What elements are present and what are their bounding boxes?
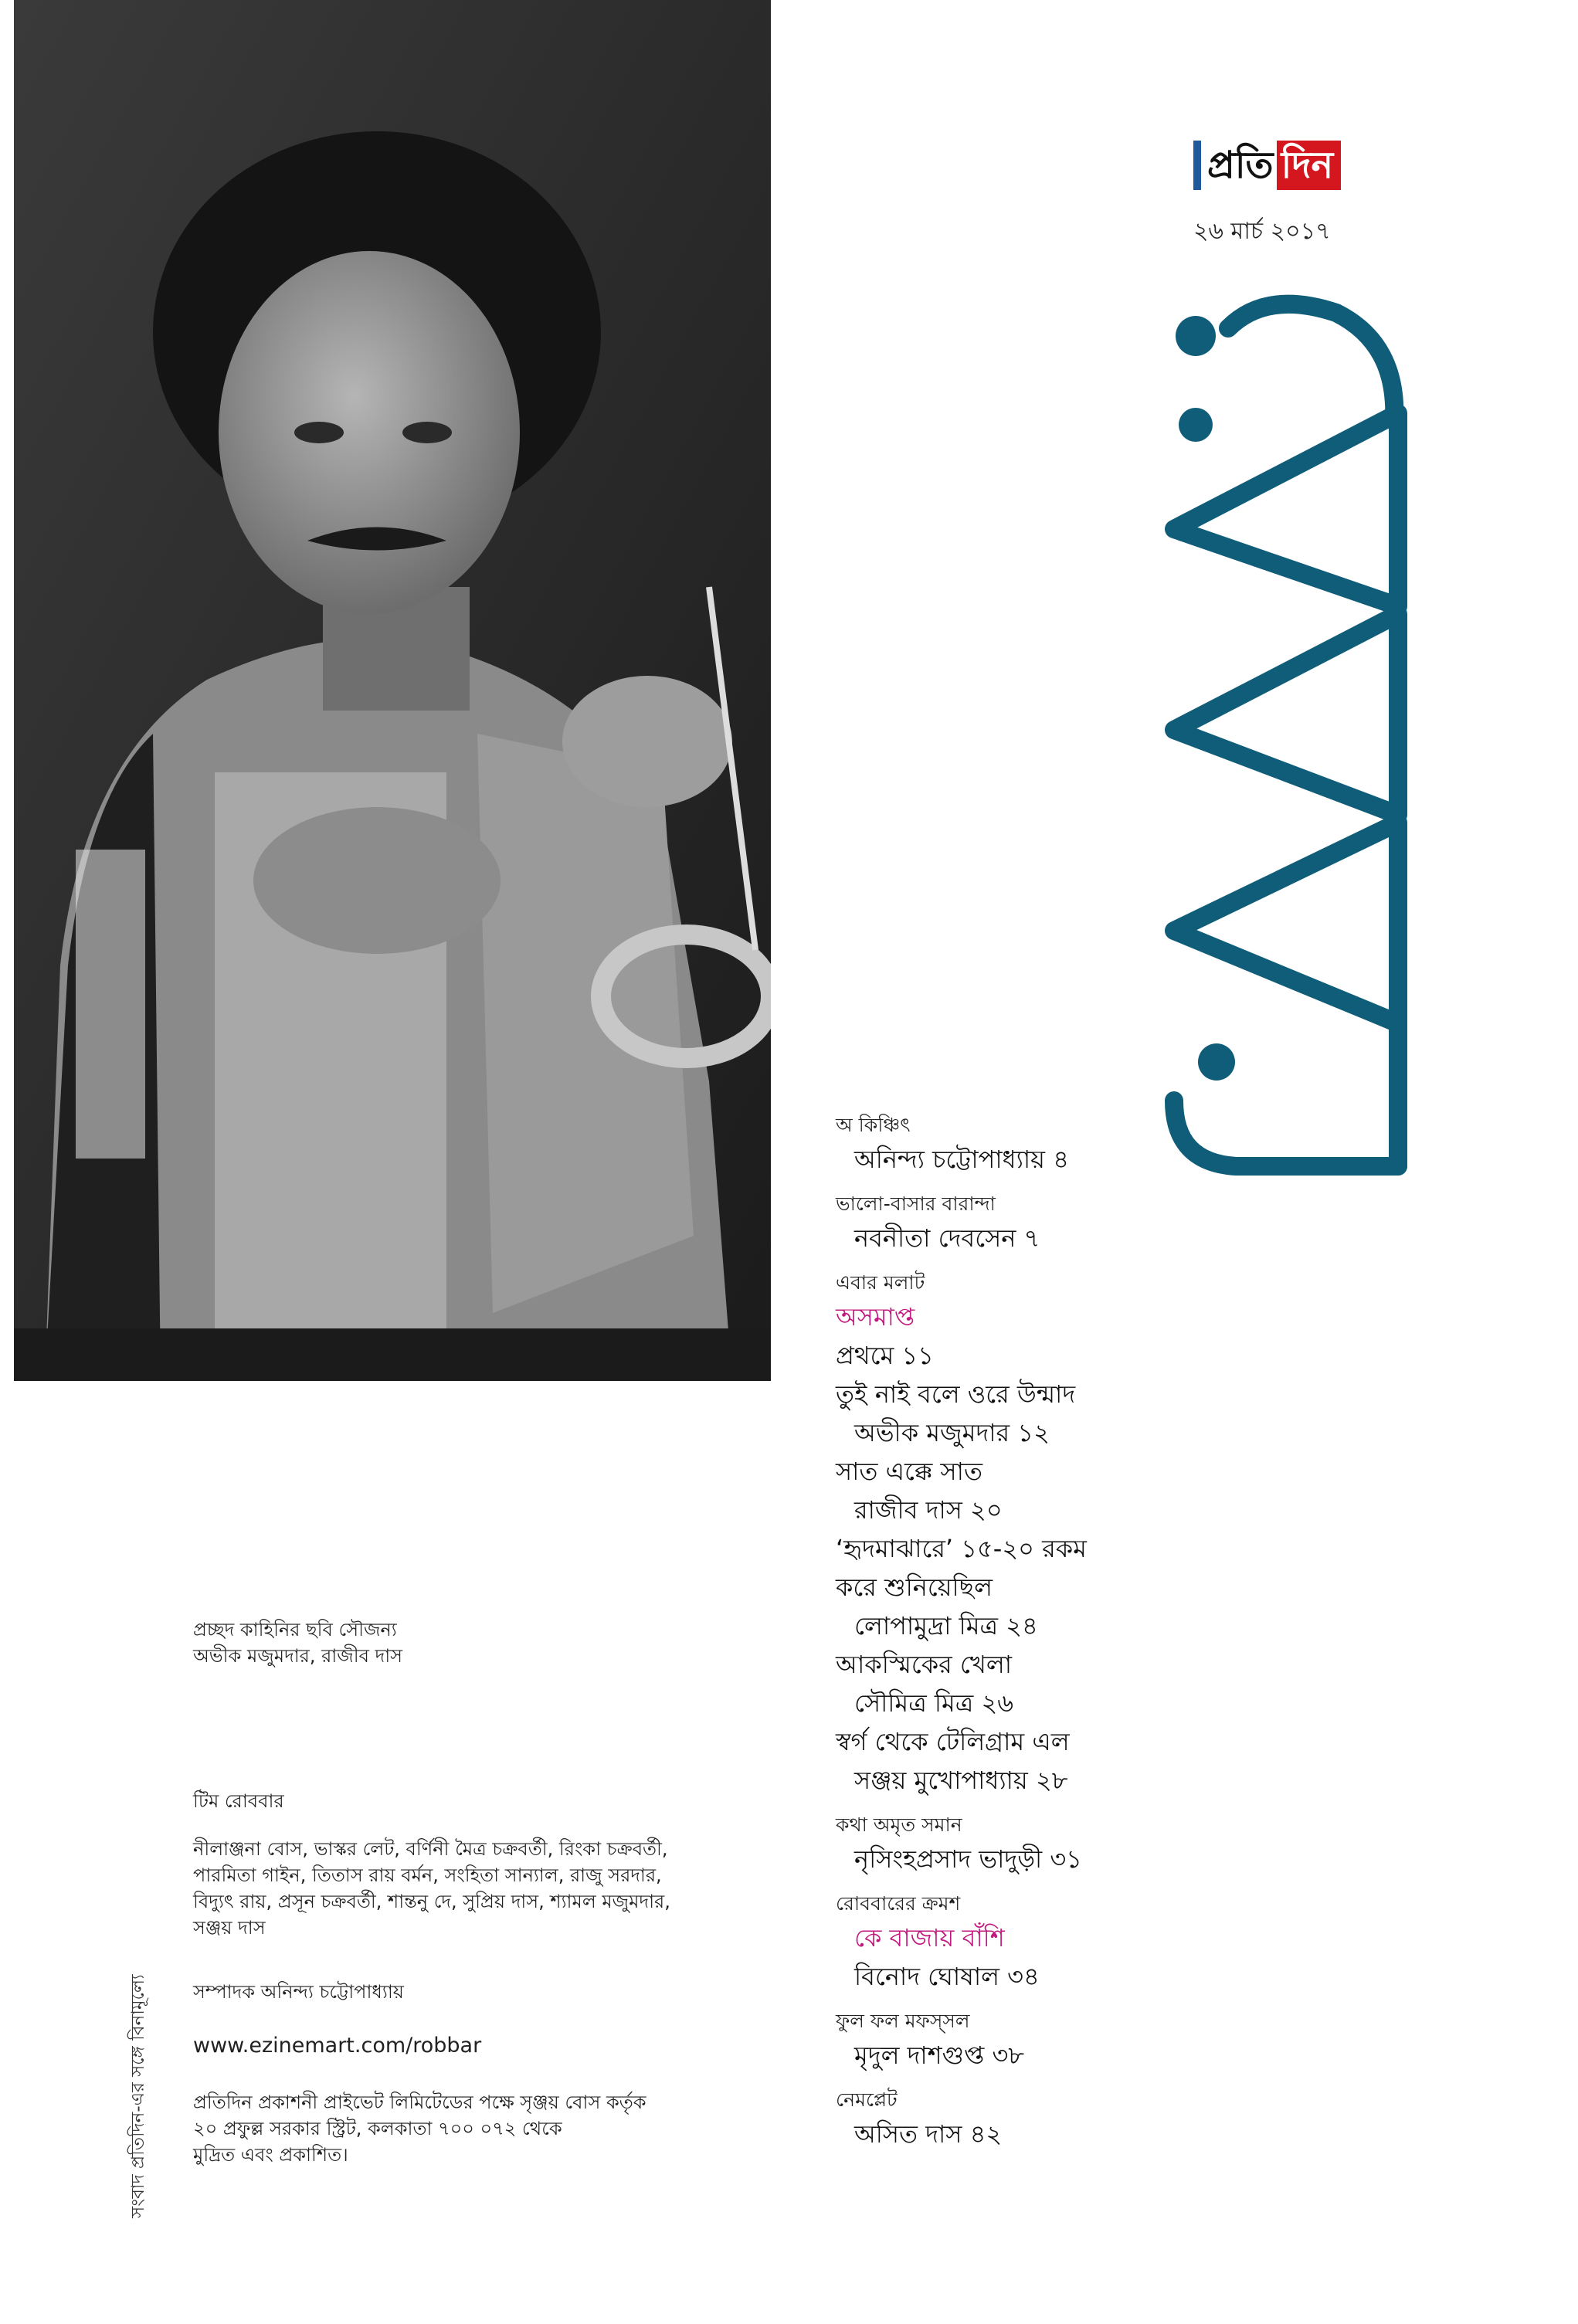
toc-section-label: কথা অমৃত সমান [836,1813,962,1836]
toc-entry[interactable]: অভীক মজুমদার ১২ [854,1418,1050,1447]
toc-section-label: অ কিঞ্চিৎ [836,1114,911,1136]
team-line: সঞ্জয় দাস [193,1917,266,1939]
toc-entry[interactable]: মৃদুল দাশগুপ্ত ৩৮ [854,2041,1025,2070]
team-line: পারমিতা গাইন, তিতাস রায় বর্মন, সংহিতা সান্যাল, রাজু সরদার, [193,1864,662,1886]
toc-entry[interactable]: আকস্মিকের খেলা [836,1650,1013,1679]
toc-entry[interactable]: নৃসিংহপ্রসাদ ভাদুড়ী ৩১ [854,1844,1082,1874]
publisher-line: মুদ্রিত এবং প্রকাশিত। [193,2144,348,2166]
toc-entry[interactable]: সাত এক্কে সাত [836,1457,982,1486]
toc-highlight-title[interactable]: কে বাজায় বাঁশি [854,1923,1005,1952]
toc-highlight-title[interactable]: অসমাপ্ত [836,1302,915,1332]
toc-entry[interactable]: রাজীব দাস ২০ [854,1495,1003,1525]
toc-entry[interactable]: অসিত দাস ৪২ [854,2119,1003,2149]
toc-entry[interactable]: করে শুনিয়েছিল [836,1573,993,1602]
toc-entry[interactable]: ‘হৃদমাঝারে’ ১৫-২০ রকম [836,1534,1087,1563]
toc-section-label: এবার মলাট [836,1271,925,1294]
toc-entry[interactable]: নবনীতা দেবসেন ৭ [854,1223,1040,1253]
brand-logo [1193,141,1341,190]
masthead-logo [1143,282,1421,1186]
toc-entry[interactable]: প্রথমে ১১ [836,1341,934,1370]
cover-photo [14,0,771,1381]
cover-credit-line: প্রচ্ছদ কাহিনির ছবি সৌজন্য [193,1619,397,1640]
publisher-block [193,2089,765,2168]
brand-word-1: প্রতি [1201,141,1277,190]
editor-line: সম্পাদক অনিন্দ্য চট্টোপাধ্যায় [193,1981,404,2003]
brand-strip [1193,141,1201,190]
issue-date: ২৬ মার্চ ২০১৭ [1193,218,1331,245]
free-supplement-note: সংবাদ প্রতিদিন-এর সঙ্গে বিনামূল্যে [128,1974,148,2218]
cover-credit-line: অভীক মজুমদার, রাজীব দাস [193,1645,403,1667]
toc-entry[interactable]: স্বর্গ থেকে টেলিগ্রাম এল [836,1727,1070,1756]
team-block [193,1788,765,1941]
toc-section-label: রোববারের ক্রমশ [836,1892,961,1915]
toc-section-label: ভালো-বাসার বারান্দা [836,1193,996,1215]
toc-entry[interactable]: সঞ্জয় মুখোপাধ্যায় ২৮ [854,1766,1068,1795]
publisher-line: ২০ প্রফুল্ল সরকার স্ট্রিট, কলকাতা ৭০০ ০৭২ থেকে [193,2118,562,2139]
brand-word-2: দিন [1277,141,1342,190]
toc-entry[interactable]: সৌমিত্র মিত্র ২৬ [854,1688,1014,1718]
cover-photo-art [14,0,771,1381]
team-title: টিম রোববার [193,1790,284,1812]
table-of-contents [836,1111,1268,2153]
toc-entry[interactable]: লোপামুদ্রা মিত্র ২৪ [854,1611,1038,1640]
toc-section-label: নেমপ্লেট [836,2088,898,2111]
team-line: বিদ্যুৎ রায়, প্রসূন চক্রবর্তী, শান্তনু দে, সুপ্রিয় দাস, শ্যামল মজুমদার, [193,1891,670,1912]
toc-entry[interactable]: অনিন্দ্য চট্টোপাধ্যায় ৪ [854,1145,1069,1174]
team-line: নীলাঞ্জনা বোস, ভাস্কর লেট, বর্ণিনী মৈত্র চক্রবর্তী, রিংকা চক্রবর্তী, [193,1838,668,1860]
publisher-line: প্রতিদিন প্রকাশনী প্রাইভেট লিমিটেডের পক্ষে সৃঞ্জয় বোস কর্তৃক [193,2092,646,2113]
toc-entry[interactable]: তুই নাই বলে ওরে উন্মাদ [836,1379,1076,1409]
website-link[interactable]: www.ezinemart.com/robbar [193,2034,482,2058]
toc-section-label: ফুল ফল মফস্সল [836,2010,970,2032]
toc-entry[interactable]: বিনোদ ঘোষাল ৩৪ [854,1962,1040,1991]
cover-credit [193,1617,765,1669]
